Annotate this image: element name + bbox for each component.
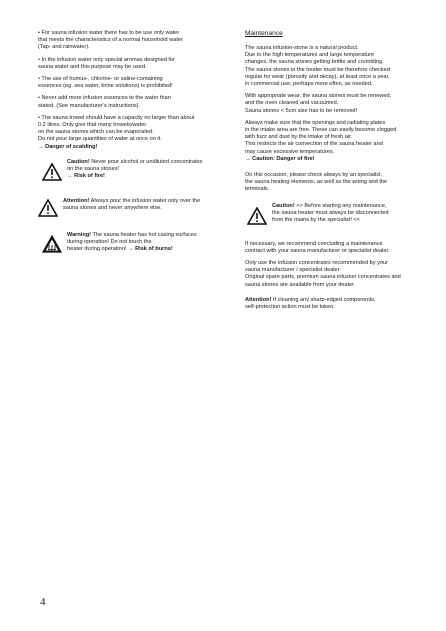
hot-surface-icon [42,235,62,258]
fire-danger-text: → Caution: Danger of fire! [245,155,315,162]
scalding-danger-text: → Danger of scalding! [38,143,98,150]
attention-infusion-warning: Attention! Always pour the infusion water only over the sauna stones and never anywhere else. [38,198,228,222]
warning-triangle-icon [38,199,58,222]
fire-risk-text: → Risk of fire! [67,173,105,180]
caution-disconnect-warning: Caution! >> Before starting any maintenance, the sauna heater must always be disconnected from the mains by the specialist! << [247,203,415,230]
stone-wear-paragraph: The sauna infusion-stone is a natural product. Due to the high temperatures and large temperature changes, the sauna stones getting brittle and crumbling. The sauna stones in the heater must be therefore checked regular for wear (porosity and decay), at least once a year, in commercial use, perhaps more often, as needed. [245,45,390,88]
intake-openings-paragraph: Always make sure that the openings and radiating plates in the intake area are free. These can easily become clogged with fuzz and dust by the intake of fresh air. This restricts the air convection of the sauna heater and may cause excessive temperatures. → Caution: Danger of fire! [245,120,415,163]
sharp-edges-attention: Attention! If cleaning any sharp-edged components, self-protection action must be taken. [245,296,376,311]
burns-risk-text: → Risk of burns! [127,246,173,253]
spare-parts-paragraph: Only use the infusion concentrates recommended by your sauna manufacturer / specialist dealer. Original spare parts, premium sauna infusion concentrates and sauna stones are available from your dealer. [245,260,401,288]
warning-hot-surface: Warning! The sauna heater has hot casing surfaces during operation! Do not touch the heater during operation! → Risk of burns! [42,232,228,258]
stone-renewal-paragraph: With appropriate wear, the sauna stones must be renewed, and the oven cleaned and vacuumed. Sauna stones < 5cm size has to be removed! [245,93,392,114]
water-requirements-bullet: • For sauna infusion water there has to be use only water that meets the characteristics of a normal household water (Tap- and rainwater). [38,30,183,51]
left-column [38,30,228,258]
aroma-bullet: • In the infusion water only special aromas designed for sauna water and this purpose may be used. [38,56,175,70]
specialist-check-paragraph: On this occasion, please check always by an specialist, the sauna heating elements, as well as the wiring and the terminals. [245,172,388,193]
maintenance-contract-paragraph: If necessary, we recommend concluding a maintenance contract with your sauna manufacturer or specialist dealer. [245,240,390,254]
maintenance-heading: Maintenance [245,30,283,37]
warning-triangle-icon [42,163,62,186]
right-column [245,30,415,316]
essence-dosage-bullet: • Never add more infusion essences to the water than stated. (See manufacturer’s instructions). [38,95,171,109]
prohibited-essences-bullet: • The use of humus-, chlorine- or saline-containing essences (eg. sea water, brine solutions) is prohibited! [38,76,173,90]
caution-alcohol-warning: Caution! Never pour alcohol or undiluted concentrates on the sauna stones! → Risk of fire! [42,159,228,186]
warning-triangle-icon [247,207,267,230]
page-number: 4 [40,596,46,608]
trowel-capacity-bullet: • The sauna trowel should have a capacity no larger than about 0.2 litres. Only give that many trowels/water on the sauna stones which can be evaporated. Do not pour large quantities of water at once on it. → Danger of scalding! [38,115,228,151]
